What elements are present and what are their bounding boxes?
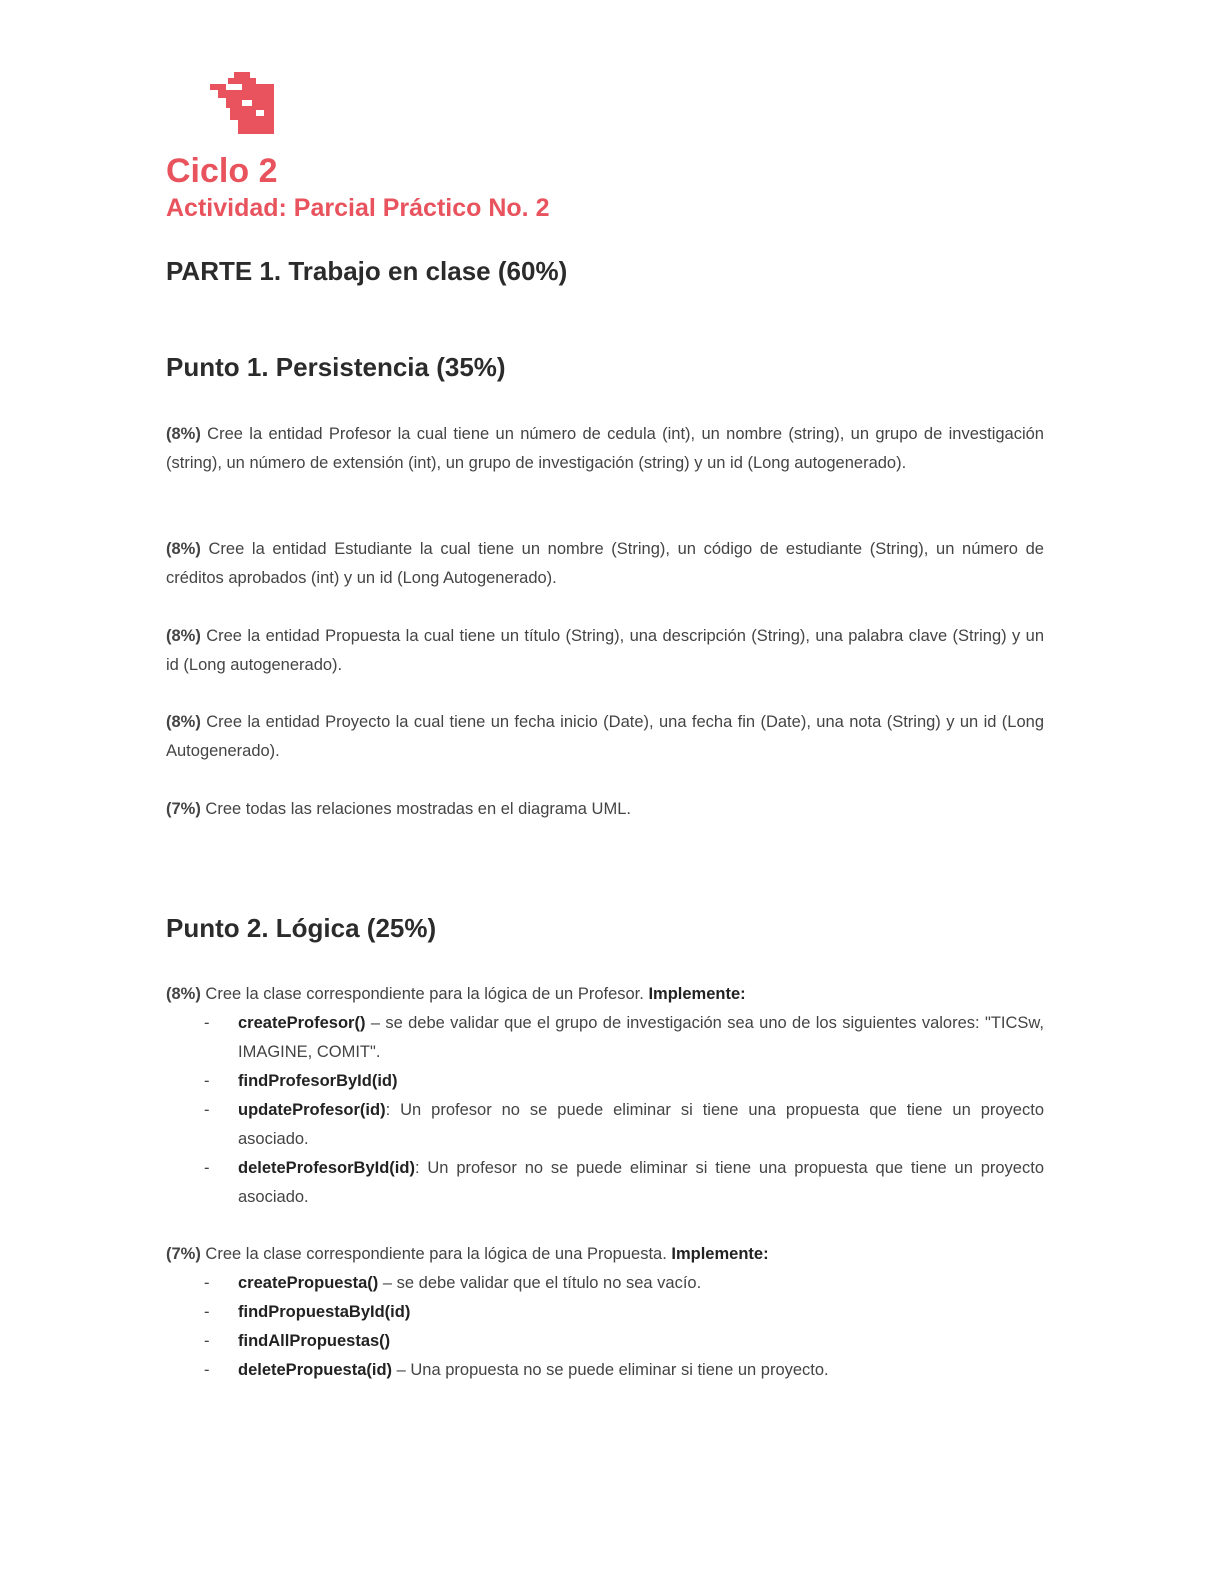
method-description: : Un profesor no se puede eliminar si tiene una propuesta que tiene un proyecto asociado.	[238, 1159, 1044, 1206]
weight-tag: (7%)	[166, 1245, 201, 1263]
paragraph-text: Cree la entidad Estudiante la cual tiene un nombre (String), un código de estudiante (String), un número de créditos aprobados (int) y un id (Long Autogenerado).	[166, 540, 1044, 587]
point1-paragraph-2	[166, 535, 1044, 593]
profesor-methods-list	[204, 1009, 1044, 1212]
list-item	[204, 1298, 1044, 1327]
part-title: PARTE 1. Trabajo en clase (60%)	[166, 256, 568, 286]
implement-label: Implemente:	[648, 985, 746, 1003]
weight-tag: (7%)	[166, 800, 201, 818]
point1-title: Punto 1. Persistencia (35%)	[166, 352, 506, 382]
paragraph-text: Cree la entidad Propuesta la cual tiene un título (String), una descripción (String), una palabra clave (String) y un id (Long autogenerado).	[166, 627, 1044, 674]
point1-paragraph-3	[166, 622, 1044, 680]
method-name: deletePropuesta(id)	[238, 1361, 393, 1379]
point2-block2-intro	[166, 1240, 1044, 1269]
method-name: createPropuesta()	[238, 1274, 379, 1292]
university-logo-icon	[204, 70, 280, 142]
method-name: findPropuestaById(id)	[238, 1303, 411, 1321]
point2-block1-intro	[166, 980, 1044, 1009]
list-item	[204, 1269, 1044, 1298]
paragraph-text: Cree todas las relaciones mostradas en el diagrama UML.	[200, 800, 631, 818]
paragraph-text: Cree la clase correspondiente para la lógica de una Propuesta.	[200, 1245, 672, 1263]
implement-label: Implemente:	[671, 1245, 769, 1263]
list-item	[204, 1327, 1044, 1356]
method-name: deleteProfesorById(id)	[238, 1159, 415, 1177]
point1-paragraph-5	[166, 795, 1044, 824]
point1-paragraph-4	[166, 708, 1044, 766]
method-name: createProfesor()	[238, 1014, 366, 1032]
method-description: – se debe validar que el grupo de investigación sea uno de los siguientes valores: "TICSw, IMAGINE, COMIT".	[238, 1014, 1044, 1061]
weight-tag: (8%)	[166, 425, 201, 443]
method-description: – se debe validar que el título no sea vacío.	[378, 1274, 702, 1292]
method-name: findAllPropuestas()	[238, 1332, 391, 1350]
weight-tag: (8%)	[166, 985, 201, 1003]
list-item	[204, 1009, 1044, 1067]
list-item	[204, 1356, 1044, 1385]
paragraph-text: Cree la clase correspondiente para la lógica de un Profesor.	[200, 985, 649, 1003]
point1-paragraph-1	[166, 420, 1044, 478]
weight-tag: (8%)	[166, 713, 201, 731]
paragraph-text: Cree la entidad Profesor la cual tiene un número de cedula (int), un nombre (string), un grupo de investigación (string), un número de extensión (int), un grupo de investigación (string) y un id (Long autogenerado).	[166, 425, 1044, 472]
method-name: findProfesorById(id)	[238, 1072, 398, 1090]
propuesta-methods-list	[204, 1269, 1044, 1385]
point2-title: Punto 2. Lógica (25%)	[166, 913, 437, 943]
list-item	[204, 1154, 1044, 1212]
method-name: updateProfesor(id)	[238, 1101, 386, 1119]
list-item	[204, 1067, 1044, 1096]
cycle-title: Ciclo 2	[166, 152, 278, 190]
paragraph-text: Cree la entidad Proyecto la cual tiene un fecha inicio (Date), una fecha fin (Date), una nota (String) y un id (Long Autogenerado).	[166, 713, 1044, 760]
weight-tag: (8%)	[166, 540, 201, 558]
weight-tag: (8%)	[166, 627, 201, 645]
method-description: : Un profesor no se puede eliminar si tiene una propuesta que tiene un proyecto asociado.	[238, 1101, 1044, 1148]
list-item	[204, 1096, 1044, 1154]
activity-subtitle: Actividad: Parcial Práctico No. 2	[166, 194, 550, 222]
method-description: – Una propuesta no se puede eliminar si tiene un proyecto.	[392, 1361, 829, 1379]
